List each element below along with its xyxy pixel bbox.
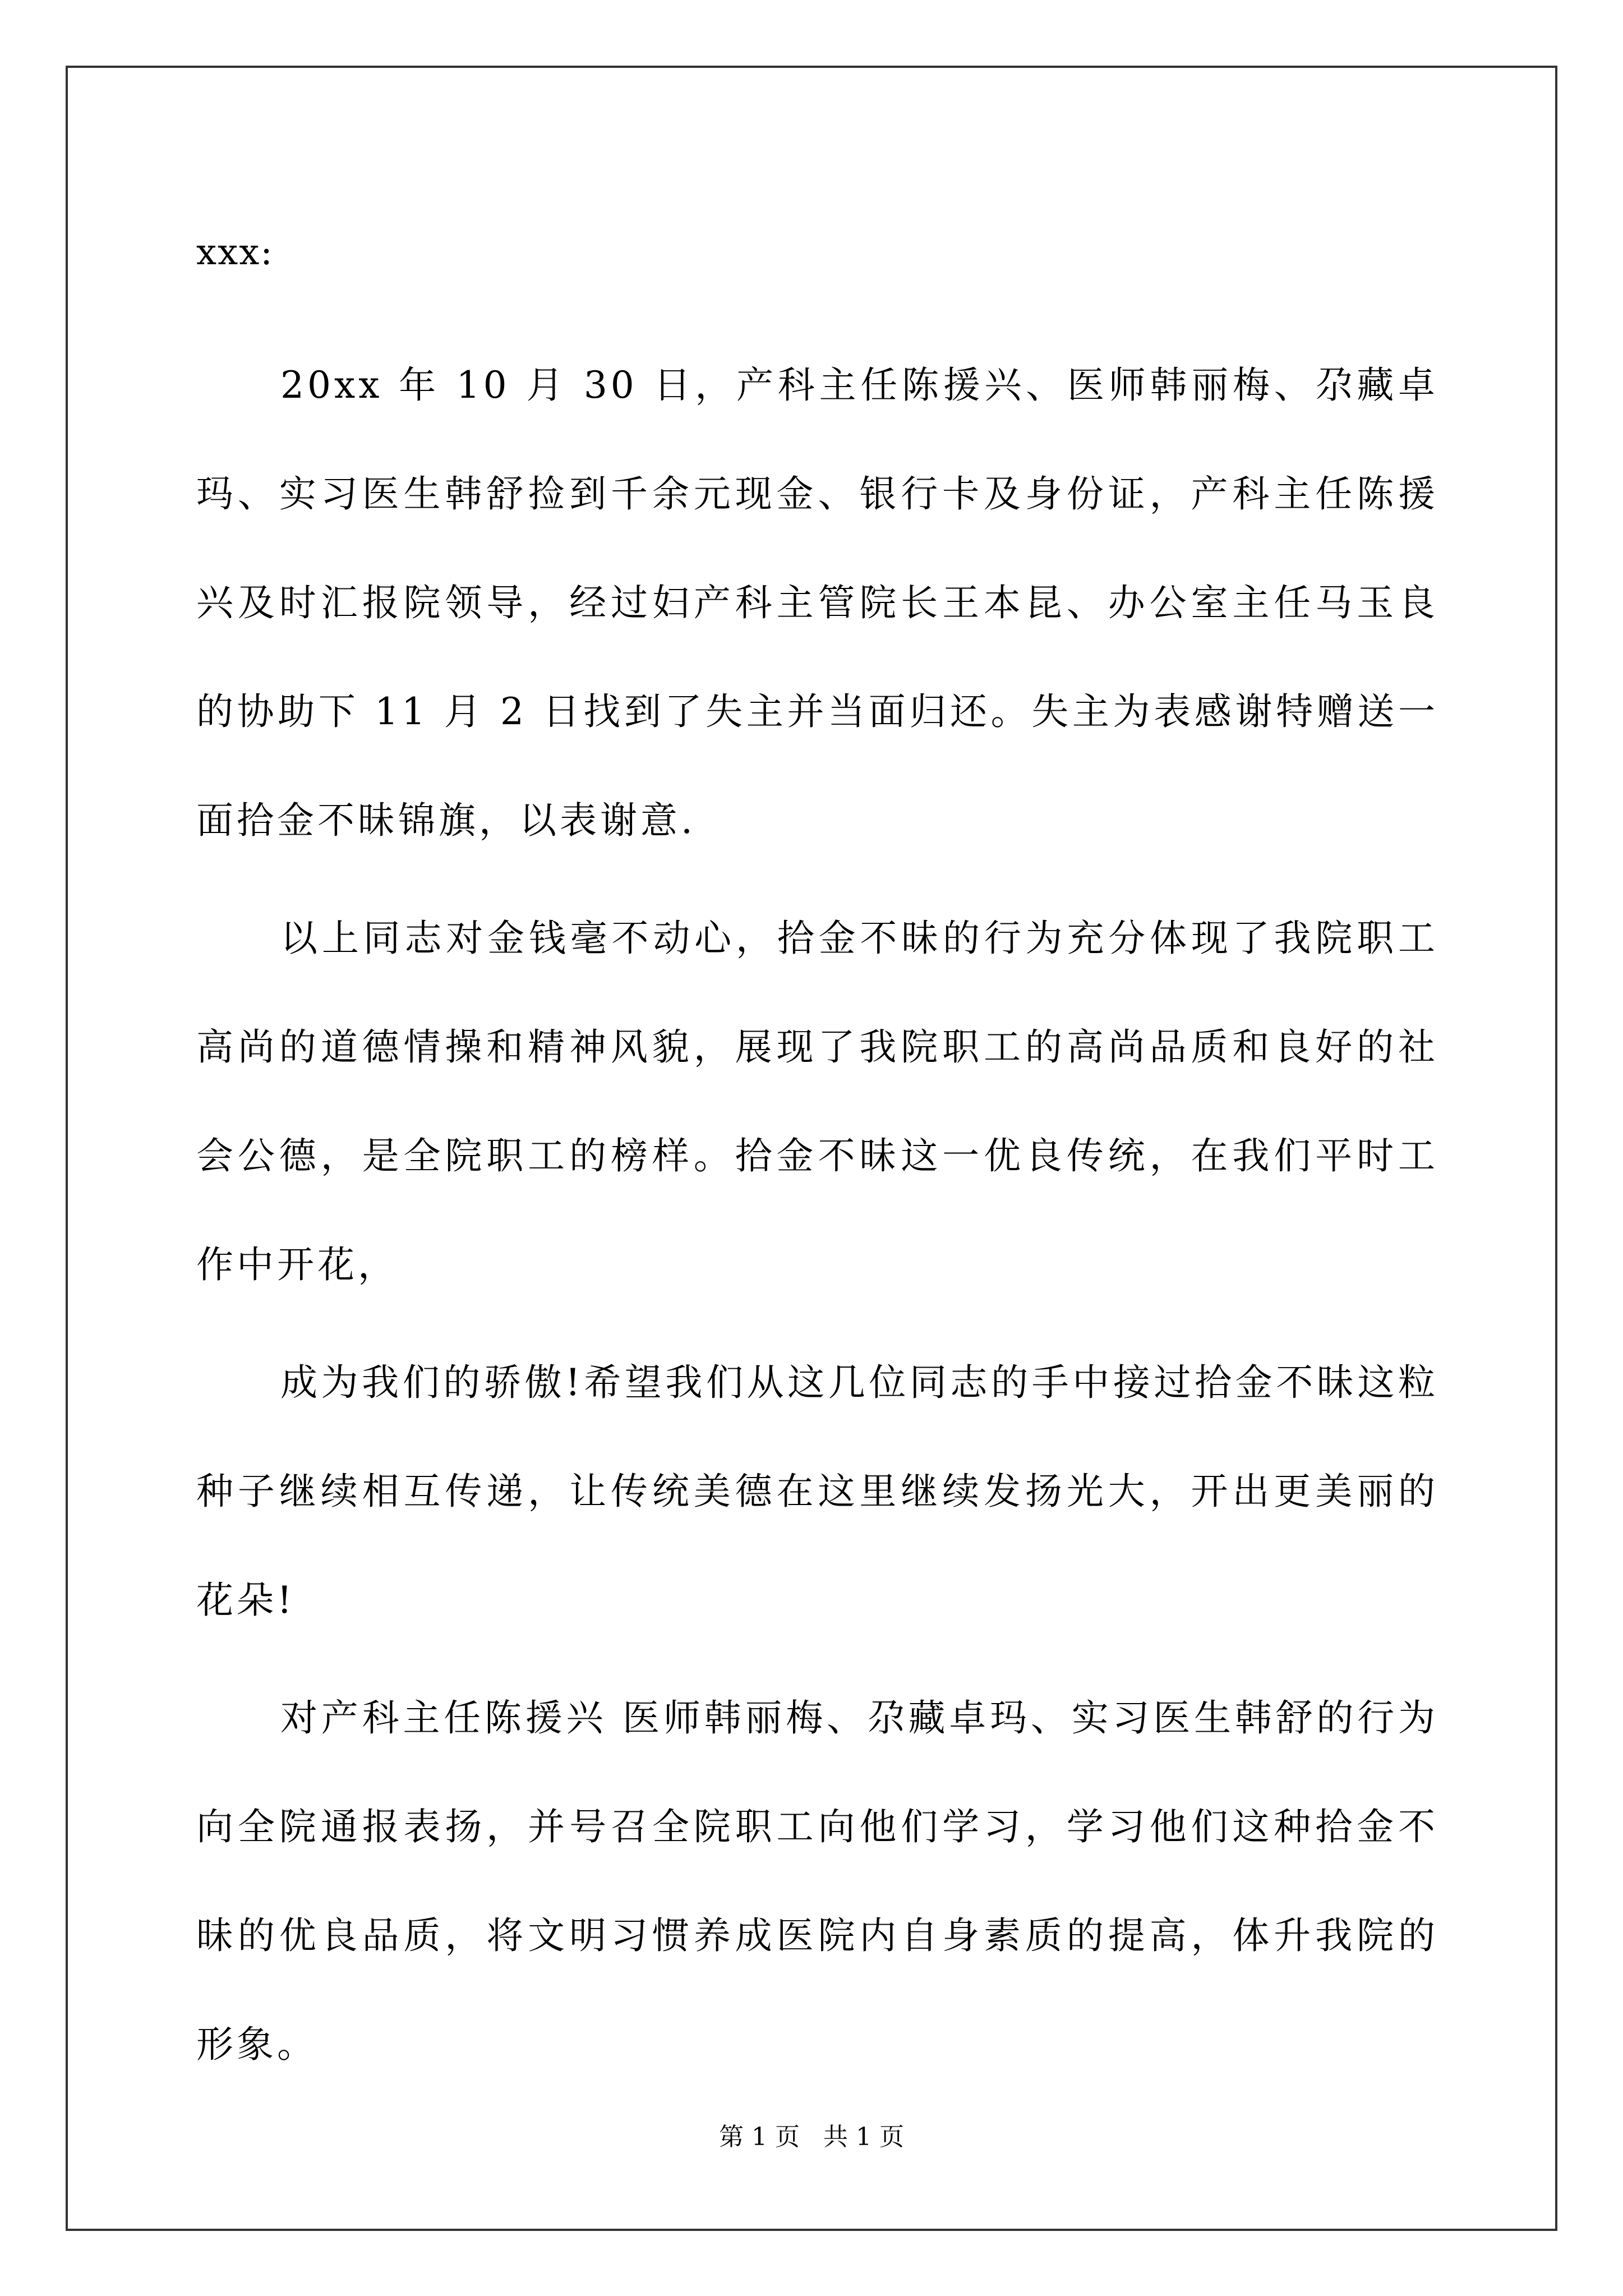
paragraph-2: 以上同志对金钱毫不动心，拾金不昧的行为充分体现了我院职工高尚的道德情操和精神风貌，展现了我院职工的高尚品质和良好的社会公德，是全院职工的榜样。拾金不昧这一优良传统，在我们平时工作中开花， xyxy=(196,917,1438,1286)
paragraph-1: 20xx 年 10 月 30 日，产科主任陈援兴、医师韩丽梅、尕藏卓玛、实习医生韩舒捡到千余元现金、银行卡及身份证，产科主任陈援兴及时汇报院领导，经过妇产科主管院长王本昆、办公室主任马玉良的协助下 11 月 2 日找到了失主并当面归还。失主为表感谢特赠送一面拾金不昧锦旗，以表谢意. xyxy=(196,364,1438,842)
page-footer: 第 1 页 共 1 页 xyxy=(719,2123,904,2151)
document-body xyxy=(196,224,1438,2108)
paragraph-3: 成为我们的骄傲!希望我们从这几位同志的手中接过拾金不昧这粒种子继续相互传递，让传统美德在这里继续发扬光大，开出更美丽的花朵! xyxy=(196,1361,1438,1622)
salutation: xxx: xyxy=(196,232,274,273)
paragraph-4: 对产科主任陈援兴 医师韩丽梅、尕藏卓玛、实习医生韩舒的行为向全院通报表扬，并号召全院职工向他们学习，学习他们这种拾金不昧的优良品质，将文明习惯养成医院内自身素质的提高，体升我院的形象。 xyxy=(196,1696,1438,2066)
